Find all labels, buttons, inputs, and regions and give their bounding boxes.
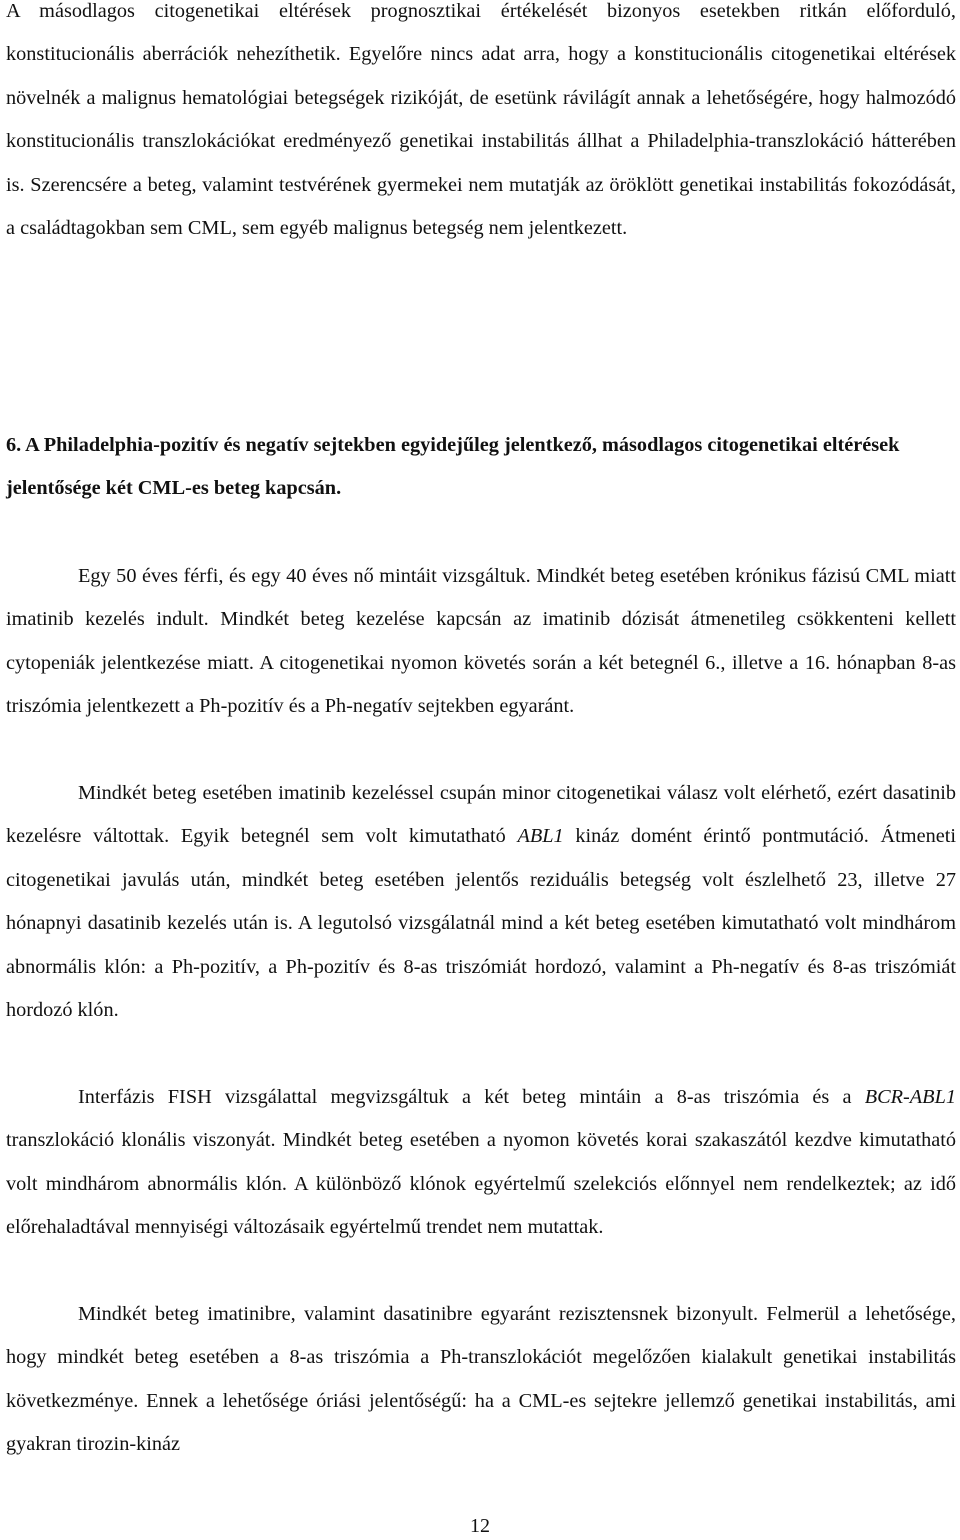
paragraph-text-start: Mindkét beteg esetében imatinib kezeléssel csupán minor citogenetikai válasz volt elérhető, ezért dasatinib kezelésre váltottak. Egyik betegnél sem volt kimutatható <box>6 782 956 848</box>
paragraph-resistance: Mindkét beteg imatinibre, valamint dasatinibre egyaránt rezisztensnek bizonyult. Felmerül a lehetősége, hogy mindkét beteg esetében a 8-as triszómia a Ph-transzlokációt megelőzően kialakult genetikai instabilitás következménye. Ennek a lehetősége óriási jelentőségű: ha a CML-es sejtekre jellemző genetikai instabilitás, ami gyakran tirozin-kináz <box>6 1303 956 1456</box>
paragraph-fish-analysis <box>6 1076 956 1250</box>
paragraph-text-end: transzlokáció klonális viszonyát. Mindkét beteg esetében a nyomon követés korai szakaszától kezdve kimutatható volt mindhárom abnormális klón. A különböző klónok egyértelmű szelekciós előnnyel nem rendelkeztek; az idő előrehaladtával mennyiségi változásaik egyértelmű trendet nem mutattak. <box>6 1129 956 1239</box>
paragraph-text-end: kináz domént érintő pontmutáció. Átmeneti citogenetikai javulás után, mindkét beteg esetében jelentős reziduális betegség volt észlelhető 23, illetve 27 hónapnyi dasatinib kezelés után is. A legutolsó vizsgálatnál mind a két beteg esetében kimutatható volt mindhárom abnormális klón: a Ph-pozitív, a Ph-pozitív és 8-as triszómiát hordozó, valamint a Ph-negatív és 8-as triszómiát hordozó klón. <box>6 825 957 1022</box>
paragraph-dasatinib-treatment <box>6 772 956 1032</box>
gene-name-bcr-abl1: BCR-ABL1 <box>864 1086 956 1108</box>
section-heading: 6. A Philadelphia-pozitív és negatív sejtekben egyidejűleg jelentkező, másodlagos citogenetikai eltérések jelentősége két CML-es beteg kapcsán. <box>6 434 900 500</box>
paragraph-text-start: Interfázis FISH vizsgálattal megvizsgáltuk a két beteg mintáin a 8-as triszómia és a <box>78 1086 865 1108</box>
paragraph-constitutional-aberrations: A másodlagos citogenetikai eltérések prognosztikai értékelését bizonyos esetekben ritkán előforduló, konstitucionális aberrációk nehezíthetik. Egyelőre nincs adat arra, hogy a konstitucionális citogenetikai eltérések növelnék a malignus hematológiai betegségek rizikóját, de esetünk rávilágít annak a lehetőségére, hogy halmozódó konstitucionális transzlokációkat eredményező genetikai instabilitás állhat a Philadelphia-transzlokáció hátterében is. Szerencsére a beteg, valamint testvérének gyermekei nem mutatják az öröklött genetikai instabilitás fokozódását, a családtagokban sem CML, sem egyéb malignus betegség nem jelentkezett. <box>6 0 956 240</box>
gene-name-abl1: ABL1 <box>517 825 564 848</box>
paragraph-patients: Egy 50 éves férfi, és egy 40 éves nő mintáit vizsgáltuk. Mindkét beteg esetében krónikus fázisú CML miatt imatinib kezelés indult. Mindkét beteg kezelése kapcsán az imatinib dózisát átmenetileg csökkenteni kellett cytopeniák jelentkezése miatt. A citogenetikai nyomon követés során a két betegnél 6., illetve a 16. hónapban 8-as triszómia jelentkezett a Ph-pozitív és a Ph-negatív sejtekben egyaránt. <box>6 565 956 718</box>
page-number: 12 <box>470 1515 490 1537</box>
